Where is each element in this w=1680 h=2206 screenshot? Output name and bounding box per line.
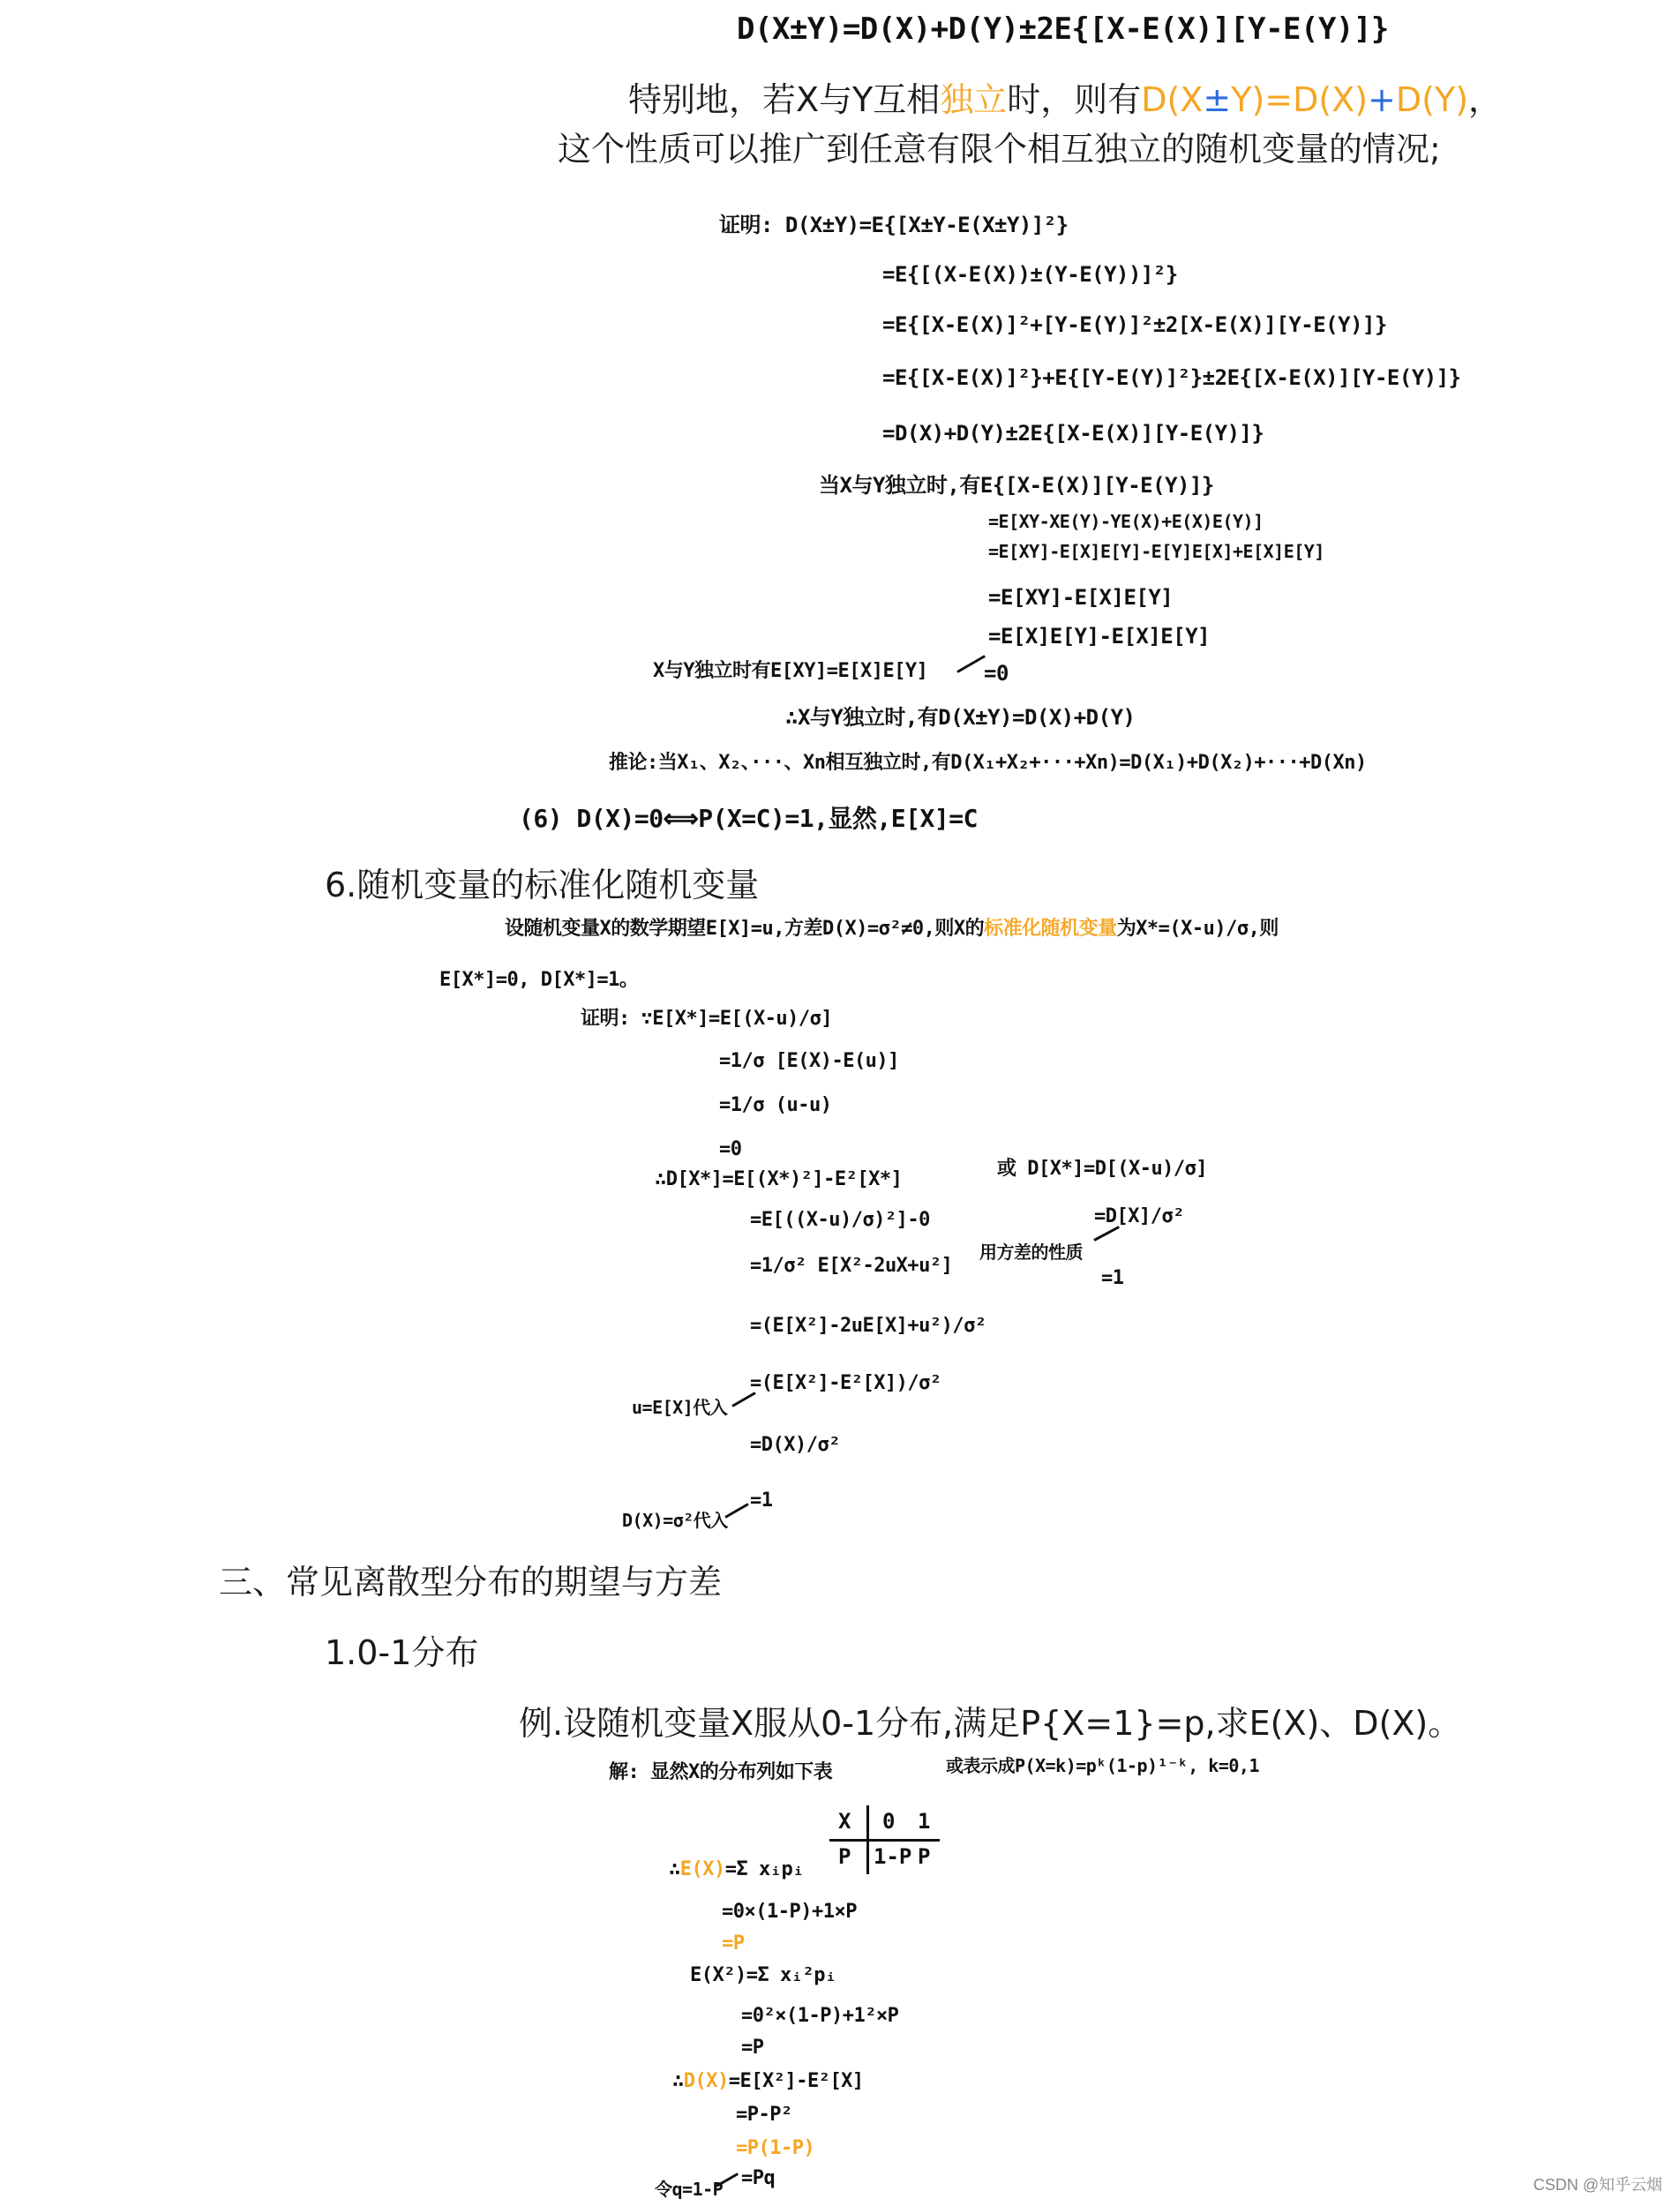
expectation-line: =0×(1-P)+1×P — [722, 1901, 857, 1923]
proof2-line: 证明: ∵E[X*]=E[(X-u)/σ] — [581, 1008, 833, 1030]
proof1-line: 证明: D(X±Y)=E{[X±Y-E(X±Y)]²} — [719, 213, 1069, 237]
proof2-line: ∴D[X*]=E[(X*)²]-E²[X*] — [655, 1168, 903, 1190]
note-arrow — [956, 655, 986, 673]
table-cell: P — [918, 1844, 931, 1869]
variance-line: ∴D(X)=E[X²]-E²[X] — [672, 2070, 864, 2092]
proof1-conclusion: ∴X与Y独立时,有D(X±Y)=D(X)+D(Y) — [785, 705, 1136, 730]
proof2-line: =1/σ² E[X²-2uX+u²] — [750, 1255, 953, 1277]
second-moment-line: =P — [741, 2037, 764, 2059]
alt-proof-line: 或 D[X*]=D[(X-u)/σ] — [997, 1158, 1208, 1180]
variance-result: =P(1-P) — [736, 2137, 815, 2159]
pmf-formula: 或表示成P(X=k)=pᵏ(1-p)¹⁻ᵏ, k=0,1 — [946, 1755, 1259, 1776]
corollary: 推论:当X₁、X₂、···、Xn相互独立时,有D(X₁+X₂+···+Xn)=D(X₁)+D(X₂)+···+D(Xn) — [609, 752, 1367, 774]
proof1-line: =E[XY-XE(Y)-YE(X)+E(X)E(Y)] — [988, 511, 1264, 532]
proof1-line: =E{[X-E(X)]²+[Y-E(Y)]²±2[X-E(X)][Y-E(Y)]} — [882, 312, 1387, 337]
proof2-line: =(E[X²]-2uE[X]+u²)/σ² — [750, 1315, 986, 1337]
table-cell: P — [838, 1844, 851, 1869]
expectation-result: =P — [722, 1932, 745, 1955]
proof2-line: =0 — [719, 1138, 742, 1160]
variance-sum-formula: D(X±Y)=D(X)+D(Y)±2E{[X-E(X)][Y-E(Y)]} — [737, 11, 1389, 47]
independence-note: X与Y独立时有E[XY]=E[X]E[Y] — [653, 660, 928, 682]
example-statement: 例.设随机变量X服从0-1分布,满足P{X=1}=p,求E(X)、D(X)。 — [519, 1704, 1462, 1743]
variance-line: =Pq — [741, 2167, 776, 2189]
table-divider — [829, 1839, 940, 1842]
table-cell: 1-P — [874, 1844, 912, 1869]
proof1-line: =E[XY]-E[X]E[Y] — [988, 585, 1174, 610]
note-arrow — [1093, 1226, 1120, 1242]
table-header-cell: X — [838, 1809, 851, 1834]
proof1-line: =D(X)+D(Y)±2E{[X-E(X)][Y-E(Y)]} — [882, 421, 1264, 446]
second-moment-line: E(X²)=Σ xᵢ²pᵢ — [690, 1964, 836, 1986]
property-6: (6) D(X)=0⟺P(X=C)=1,显然,E[X]=C — [519, 804, 978, 833]
expectation-line: ∴E(X)=Σ xᵢpᵢ — [669, 1858, 804, 1880]
proof1-line: =E[X]E[Y]-E[X]E[Y] — [988, 624, 1211, 649]
section-6-title: 6.随机变量的标准化随机变量 — [325, 866, 760, 904]
alt-proof-line: =1 — [1101, 1267, 1124, 1289]
proof1-line: =E{[(X-E(X))±(Y-E(Y))]²} — [882, 262, 1178, 287]
proof2-line: =D(X)/σ² — [750, 1434, 840, 1456]
proof2-line: =1 — [750, 1489, 773, 1512]
proof2-line: =E[((X-u)/σ)²]-0 — [750, 1209, 930, 1231]
substitution-note: D(X)=σ²代入 — [622, 1510, 728, 1531]
subsection-0-1-title: 1.0-1分布 — [325, 1633, 479, 1672]
generalization-statement: 这个性质可以推广到任意有限个相互独立的随机变量的情况; — [558, 130, 1441, 169]
proof1-line: =E{[X-E(X)]²}+E{[Y-E(Y)]²}±2E{[X-E(X)][Y-E(Y)]} — [882, 365, 1461, 390]
proof2-line: =(E[X²]-E²[X])/σ² — [750, 1372, 941, 1394]
distribution-table — [829, 1805, 944, 1876]
variance-property-note: 用方差的性质 — [979, 1242, 1083, 1263]
note-arrow — [724, 1503, 748, 1519]
watermark: CSDN @知乎云烟 — [1533, 2176, 1662, 2194]
second-moment-line: =0²×(1-P)+1²×P — [741, 2005, 899, 2027]
standardization-definition: 设随机变量X的数学期望E[X]=u,方差D(X)=σ²≠0,则X的标准化随机变量为X*=(X-u)/σ,则 — [505, 918, 1279, 940]
table-header-cell: 0 — [882, 1809, 896, 1834]
q-substitution-note: 令q=1-P — [655, 2179, 724, 2200]
substitution-note: u=E[X]代入 — [632, 1397, 728, 1418]
proof1-line: =E[XY]-E[X]E[Y]-E[Y]E[X]+E[X]E[Y] — [988, 541, 1324, 562]
proof1-line: =0 — [984, 661, 1009, 686]
section-3-title: 三、常见离散型分布的期望与方差 — [219, 1563, 723, 1602]
proof2-line: =1/σ (u-u) — [719, 1094, 832, 1116]
proof2-line: =1/σ [E(X)-E(u)] — [719, 1050, 899, 1072]
variance-line: =P-P² — [736, 2104, 792, 2126]
standardization-claim: E[X*]=0, D[X*]=1。 — [439, 969, 639, 991]
solution-intro: 解: 显然X的分布列如下表 — [609, 1761, 833, 1783]
table-header-cell: 1 — [918, 1809, 931, 1834]
alt-proof-line: =D[X]/σ² — [1094, 1205, 1184, 1227]
proof1-line: 当X与Y独立时,有E{[X-E(X)][Y-E(Y)]} — [819, 473, 1214, 498]
independence-statement: 特别地，若X与Y互相独立时，则有D(X±Y)=D(X)+D(Y)， — [628, 80, 1503, 119]
